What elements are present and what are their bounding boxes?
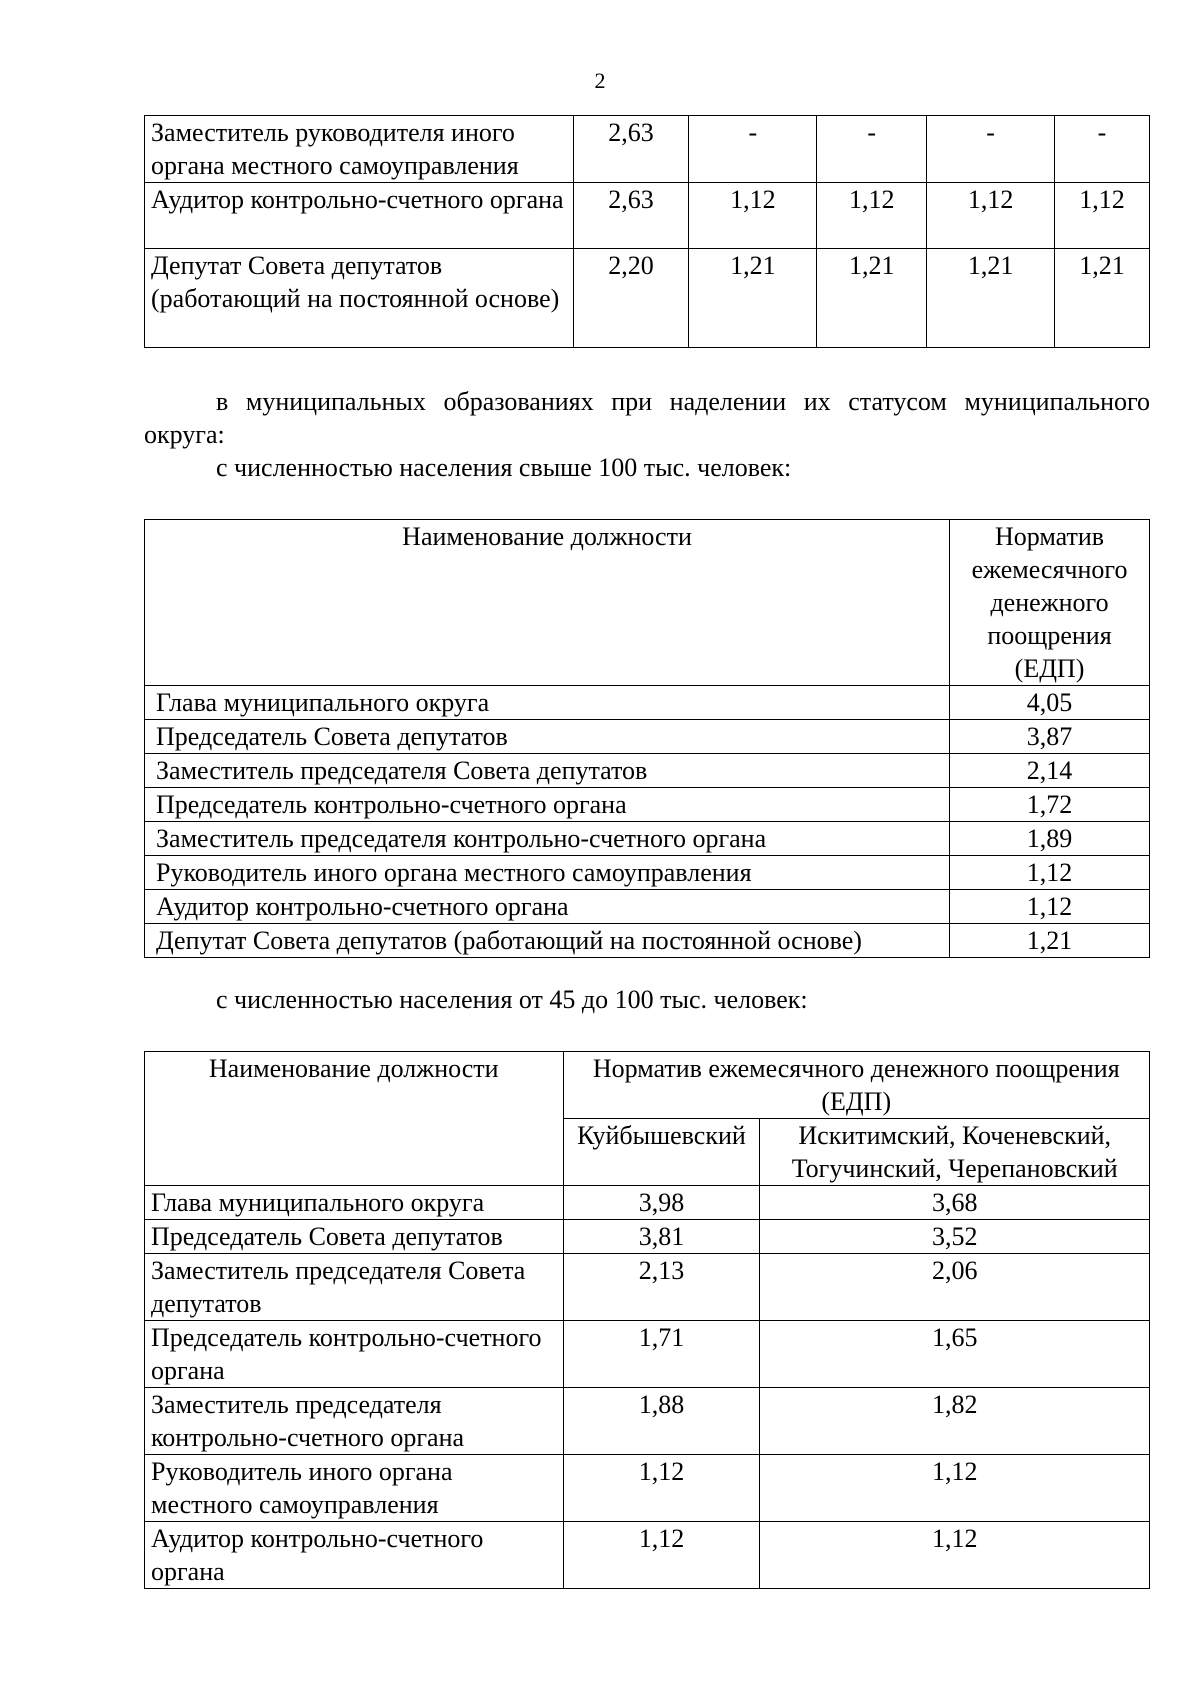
value-cell: 3,52	[760, 1220, 1150, 1254]
table-row	[145, 249, 1150, 348]
position-cell: Глава муниципального округа	[145, 1186, 564, 1220]
position-cell: Заместитель руководителя иного органа местного самоуправления	[145, 116, 574, 183]
value-cell: 1,12	[760, 1522, 1150, 1589]
value-cell: 1,12	[563, 1522, 760, 1589]
value-cell: 1,88	[563, 1388, 760, 1455]
table-row	[145, 924, 1150, 958]
position-cell: Руководитель иного органа местного самоуправления	[145, 856, 950, 890]
value-cell: 1,12	[817, 183, 927, 249]
value-cell: -	[689, 116, 817, 183]
value-cell: 1,21	[1055, 249, 1150, 348]
position-cell: Руководитель иного органа местного самоуправления	[145, 1455, 564, 1522]
value-cell: 1,12	[760, 1455, 1150, 1522]
value-cell: 1,72	[950, 788, 1150, 822]
value-cell: 2,06	[760, 1254, 1150, 1321]
value-cell: 1,65	[760, 1321, 1150, 1388]
value-cell: 1,21	[817, 249, 927, 348]
value-cell: 2,14	[950, 754, 1150, 788]
table-row	[145, 822, 1150, 856]
table-row	[145, 1522, 1150, 1589]
value-cell: 3,81	[563, 1220, 760, 1254]
value-cell: 1,82	[760, 1388, 1150, 1455]
paragraph-municipal-okrug: в муниципальных образованиях при наделении их статусом муниципального округа:	[144, 387, 1150, 449]
value-cell: 1,12	[563, 1455, 760, 1522]
header-iskitimsky-group: Искитимский, Коченевский, Тогучинский, Черепановский	[760, 1119, 1150, 1186]
page-number: 2	[594, 68, 606, 93]
value-cell: -	[1055, 116, 1150, 183]
value-cell: 2,63	[573, 116, 689, 183]
position-cell: Заместитель председателя Совета депутатов	[145, 1254, 564, 1321]
value-cell: 1,12	[927, 183, 1055, 249]
position-cell: Депутат Совета депутатов (работающий на постоянной основе)	[145, 924, 950, 958]
table-over-100	[144, 519, 1150, 958]
value-cell: 3,98	[563, 1186, 760, 1220]
table-header-row	[145, 1052, 1150, 1119]
value-cell: 1,21	[927, 249, 1055, 348]
position-cell: Аудитор контрольно-счетного органа	[145, 890, 950, 924]
paragraph-over-100: с численностью населения свыше 100 тыс. человек:	[216, 453, 792, 482]
position-cell: Председатель Совета депутатов	[145, 1220, 564, 1254]
table-row	[145, 788, 1150, 822]
header-position: Наименование должности	[145, 520, 950, 686]
value-cell: 3,68	[760, 1186, 1150, 1220]
value-cell: 1,71	[563, 1321, 760, 1388]
value-cell: -	[927, 116, 1055, 183]
table-row	[145, 183, 1150, 249]
position-cell: Заместитель председателя контрольно-счетного органа	[145, 822, 950, 856]
table-header-row	[145, 520, 1150, 686]
table-row	[145, 754, 1150, 788]
value-cell: 4,05	[950, 686, 1150, 720]
table-row	[145, 890, 1150, 924]
value-cell: -	[817, 116, 927, 183]
value-cell: 2,13	[563, 1254, 760, 1321]
position-cell: Аудитор контрольно-счетного органа	[145, 183, 574, 249]
table-row	[145, 1220, 1150, 1254]
table-row	[145, 686, 1150, 720]
value-cell: 1,12	[950, 890, 1150, 924]
header-kuibyshevsky: Куйбышевский	[563, 1119, 760, 1186]
position-cell: Заместитель председателя контрольно-счетного органа	[145, 1388, 564, 1455]
paragraph-45-to-100: с численностью населения от 45 до 100 тыс. человек:	[216, 985, 808, 1014]
continuation-table	[144, 115, 1150, 348]
value-cell: 2,20	[573, 249, 689, 348]
position-cell: Председатель контрольно-счетного органа	[145, 1321, 564, 1388]
position-cell: Депутат Совета депутатов (работающий на постоянной основе)	[145, 249, 574, 348]
value-cell: 1,12	[1055, 183, 1150, 249]
position-cell: Заместитель председателя Совета депутатов	[145, 754, 950, 788]
header-norm: Норматив ежемесячного денежного поощрения (ЕДП)	[950, 520, 1150, 686]
table-row	[145, 1388, 1150, 1455]
value-cell: 1,12	[689, 183, 817, 249]
table-row	[145, 116, 1150, 183]
table-row	[145, 1186, 1150, 1220]
position-cell: Глава муниципального округа	[145, 686, 950, 720]
value-cell: 1,21	[689, 249, 817, 348]
header-position: Наименование должности	[145, 1052, 564, 1186]
position-cell: Председатель контрольно-счетного органа	[145, 788, 950, 822]
value-cell: 1,21	[950, 924, 1150, 958]
value-cell: 3,87	[950, 720, 1150, 754]
table-row	[145, 856, 1150, 890]
value-cell: 1,12	[950, 856, 1150, 890]
header-norm: Норматив ежемесячного денежного поощрения (ЕДП)	[563, 1052, 1150, 1119]
value-cell: 2,63	[573, 183, 689, 249]
position-cell: Аудитор контрольно-счетного органа	[145, 1522, 564, 1589]
table-row	[145, 720, 1150, 754]
table-row	[145, 1455, 1150, 1522]
table-row	[145, 1254, 1150, 1321]
value-cell: 1,89	[950, 822, 1150, 856]
position-cell: Председатель Совета депутатов	[145, 720, 950, 754]
table-45-to-100	[144, 1051, 1150, 1589]
table-row	[145, 1321, 1150, 1388]
